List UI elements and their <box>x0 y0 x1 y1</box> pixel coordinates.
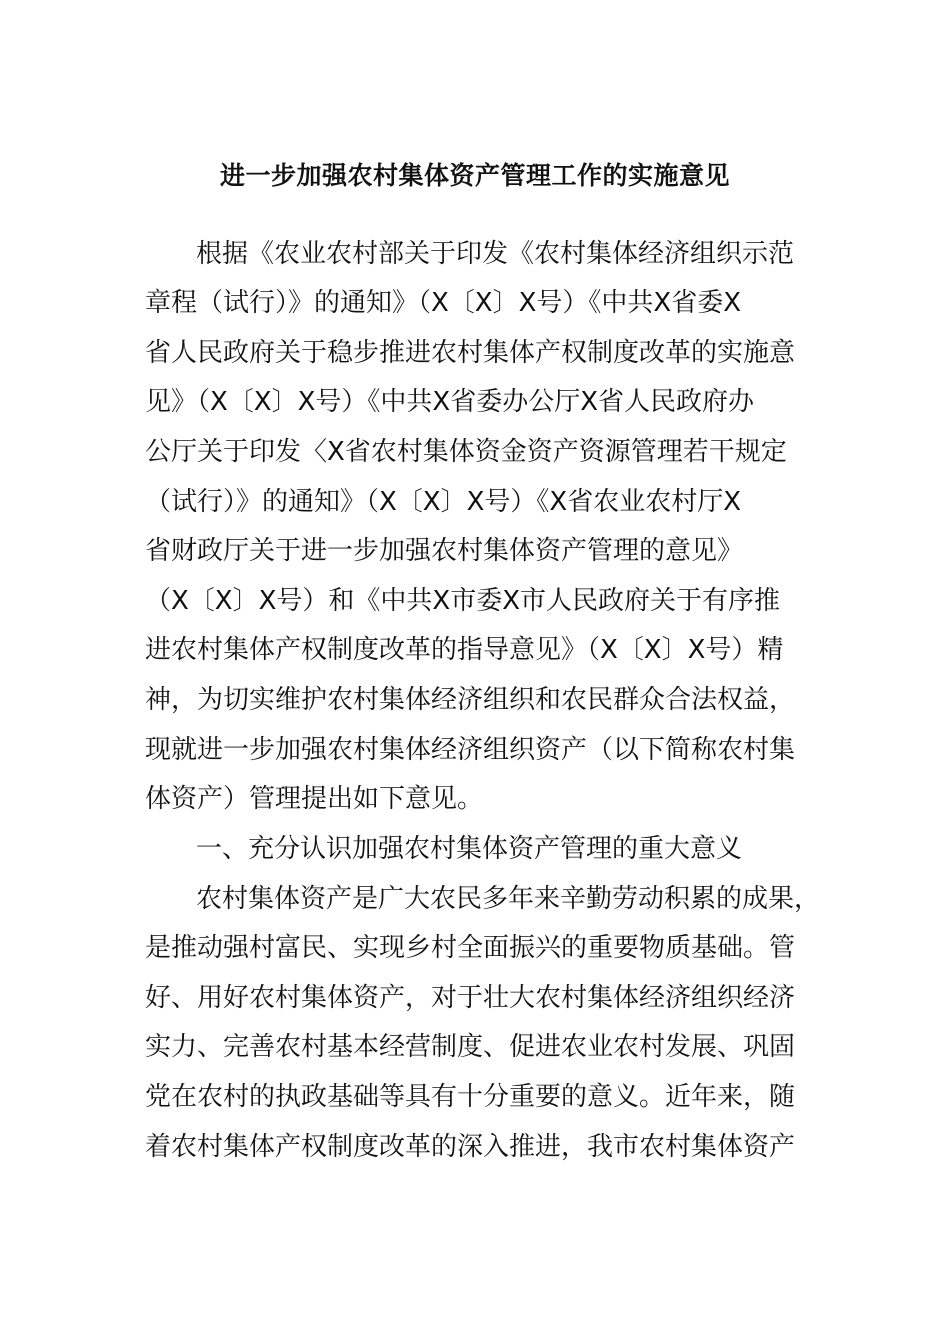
paragraph-line: 好、用好农村集体资产，对于壮大农村集体经济组织经济 <box>145 983 796 1013</box>
paragraph-line: 实力、完善农村基本经营制度、促进农业农村发展、巩固 <box>145 1032 796 1062</box>
paragraph-line: 省财政厅关于进一步加强农村集体资产管理的意见》 <box>145 536 744 566</box>
paragraph-line: 现就进一步加强农村集体经济组织资产（以下简称农村集 <box>145 735 796 765</box>
paragraph-line: 着农村集体产权制度改革的深入推进，我市农村集体资产 <box>145 1132 796 1162</box>
paragraph-line: （X〔X〕X号）和《中共X市委X市人民政府关于有序推 <box>145 586 781 616</box>
paragraph-line: 章程（试行）》的通知》（X〔X〕X号）《中共X省委X <box>145 288 742 318</box>
paragraph-line: 根据《农业农村部关于印发《农村集体经济组织示范 <box>196 239 795 269</box>
paragraph-line: 神，为切实维护农村集体经济组织和农民群众合法权益， <box>145 685 796 715</box>
paragraph-line: 见》（X〔X〕X号）《中共X省委办公厅X省人民政府办 <box>145 387 755 417</box>
paragraph-line: 进农村集体产权制度改革的指导意见》（X〔X〕X号）精 <box>145 635 784 665</box>
paragraph-line: 省人民政府关于稳步推进农村集体产权制度改革的实施意 <box>145 338 796 368</box>
document-title: 进一步加强农村集体资产管理工作的实施意见 <box>219 161 730 190</box>
paragraph-line: 党在农村的执政基础等具有十分重要的意义。近年来，随 <box>145 1082 796 1112</box>
paragraph-line: 体资产）管理提出如下意见。 <box>145 784 484 814</box>
paragraph-line: （试行）》的通知》（X〔X〕X号）《X省农业农村厅X <box>145 487 742 517</box>
paragraph-line: 农村集体资产是广大农民多年来辛勤劳动积累的成果， <box>196 884 821 914</box>
paragraph-line: 公厅关于印发〈X省农村集体资金资产资源管理若干规定 <box>145 437 787 467</box>
paragraph-line: 是推动强村富民、实现乡村全面振兴的重要物质基础。管 <box>145 933 796 963</box>
section-heading: 一、充分认识加强农村集体资产管理的重大意义 <box>196 834 743 864</box>
